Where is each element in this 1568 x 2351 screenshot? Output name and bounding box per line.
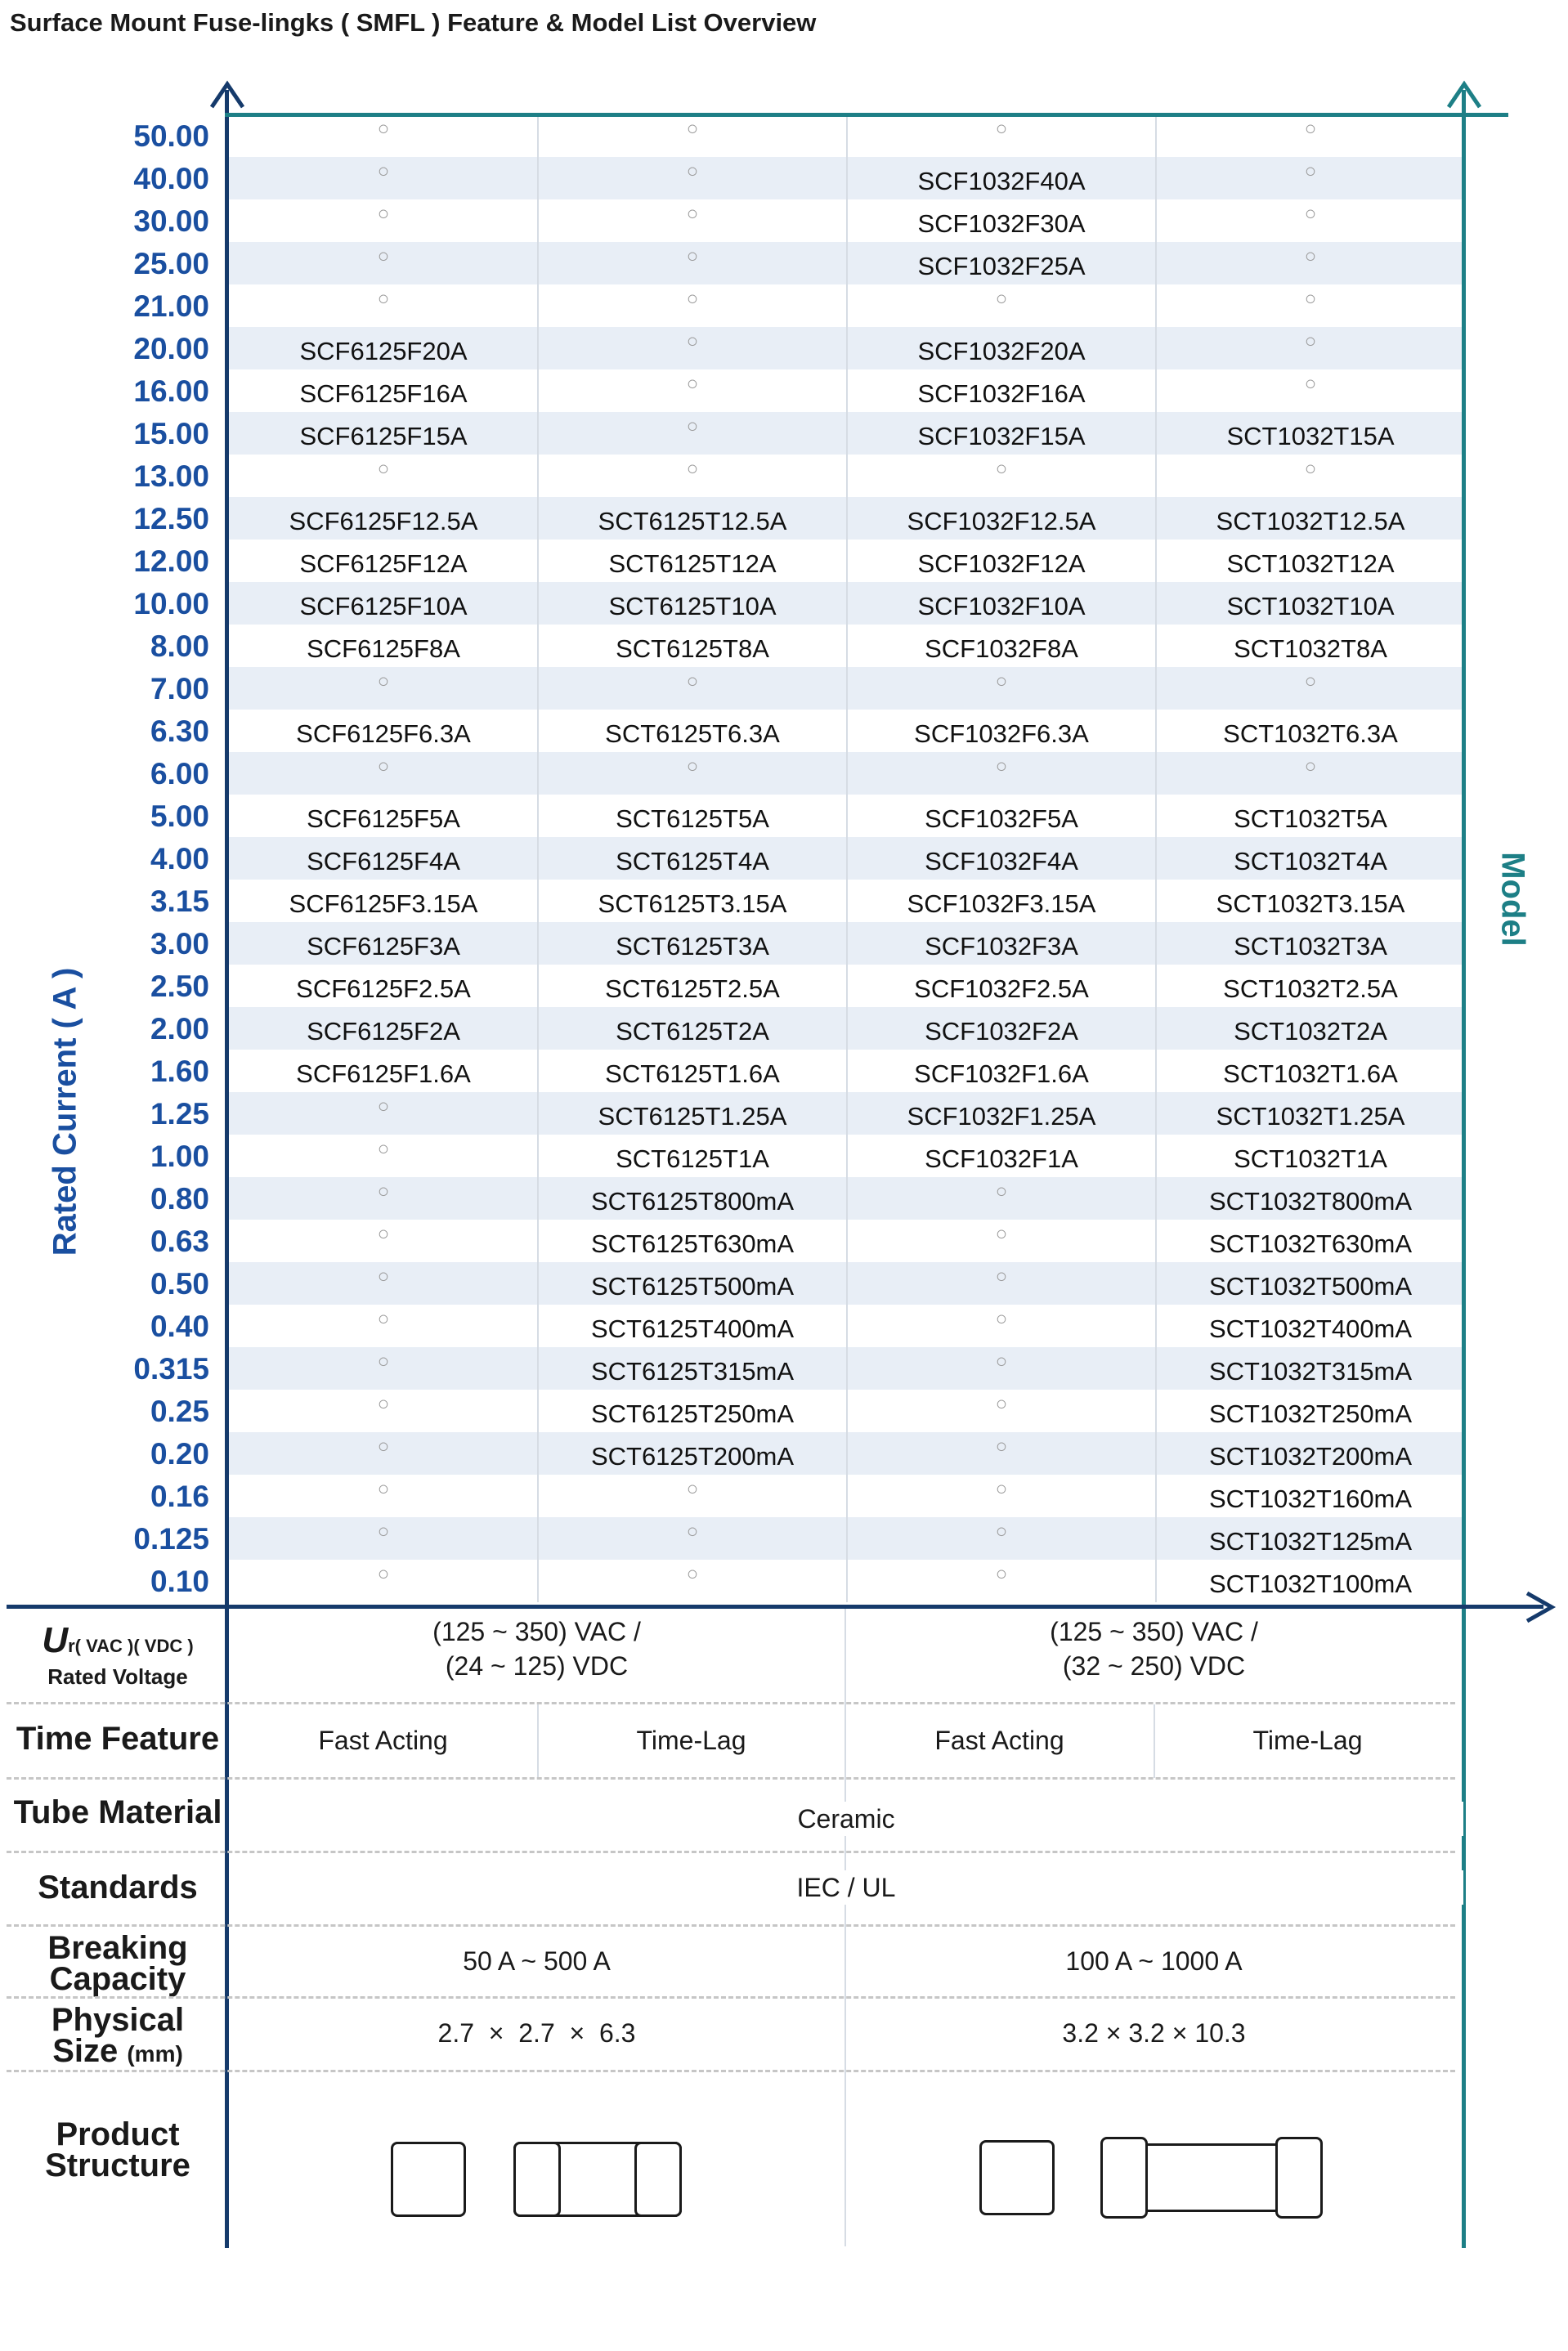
model-cell: SCT1032T2.5A	[1223, 974, 1398, 1003]
empty-mark-icon: ○	[377, 755, 390, 777]
current-label: 2.00	[150, 1012, 209, 1046]
divider	[7, 1777, 1455, 1780]
current-label: 3.15	[150, 884, 209, 918]
current-label: 15.00	[133, 417, 209, 450]
empty-mark-icon: ○	[995, 118, 1008, 140]
empty-mark-icon: ○	[377, 1308, 390, 1330]
empty-mark-icon: ○	[686, 1478, 699, 1500]
divider	[7, 2070, 1455, 2072]
product-structure-label: Product Structure	[45, 2116, 190, 2183]
empty-mark-icon: ○	[1304, 458, 1317, 480]
model-cell: SCF1032F1.25A	[907, 1102, 1096, 1131]
model-cell: SCT6125T500mA	[590, 1272, 795, 1301]
current-label: 0.10	[150, 1565, 209, 1598]
empty-mark-icon: ○	[686, 203, 699, 225]
standards-label: Standards	[38, 1870, 198, 1905]
empty-mark-icon: ○	[995, 1265, 1008, 1287]
model-cell: SCT1032T5A	[1234, 804, 1387, 833]
model-cell: SCT6125T1.6A	[605, 1059, 780, 1088]
model-cell: SCF6125F8A	[307, 634, 460, 663]
empty-mark-icon: ○	[1304, 670, 1317, 692]
empty-mark-icon: ○	[377, 1095, 390, 1117]
empty-mark-icon: ○	[1304, 373, 1317, 395]
model-cell: SCF1032F2A	[925, 1017, 1078, 1046]
current-label: 0.63	[150, 1225, 209, 1258]
empty-mark-icon: ○	[1304, 118, 1317, 140]
y-axis-arrow-icon	[208, 78, 246, 110]
x-axis-label: Model	[1494, 852, 1531, 947]
current-label: 2.50	[150, 970, 209, 1003]
model-cell: SCF1032F3A	[925, 932, 1078, 961]
current-label: 12.50	[133, 502, 209, 535]
standards-value: IEC / UL	[229, 1870, 1463, 1905]
physical-size-left: 2.7 × 2.7 × 6.3	[437, 2018, 636, 2048]
empty-mark-icon: ○	[377, 1350, 390, 1373]
model-cell: SCF6125F20A	[299, 337, 468, 365]
model-cell: SCF1032F10A	[917, 592, 1086, 620]
model-cell: SCF1032F4A	[925, 847, 1078, 875]
model-cell: SCF1032F25A	[917, 252, 1086, 280]
empty-mark-icon: ○	[686, 1563, 699, 1585]
current-label: 6.30	[150, 714, 209, 748]
current-label: 7.00	[150, 672, 209, 705]
empty-mark-icon: ○	[686, 670, 699, 692]
model-cell: SCF1032F2.5A	[914, 974, 1089, 1003]
model-cell: SCT1032T2A	[1234, 1017, 1387, 1046]
empty-mark-icon: ○	[995, 1350, 1008, 1373]
empty-mark-icon: ○	[995, 1520, 1008, 1543]
current-label: 50.00	[133, 119, 209, 153]
empty-mark-icon: ○	[995, 1308, 1008, 1330]
empty-mark-icon: ○	[686, 245, 699, 267]
model-cell: SCF6125F12.5A	[289, 507, 478, 535]
model-cell: SCT1032T3A	[1234, 932, 1387, 961]
current-label: 40.00	[133, 162, 209, 195]
empty-mark-icon: ○	[995, 1223, 1008, 1245]
empty-mark-icon: ○	[377, 1478, 390, 1500]
model-cell: SCT1032T800mA	[1208, 1187, 1413, 1216]
model-cell: SCT6125T2A	[616, 1017, 769, 1046]
empty-mark-icon: ○	[1304, 288, 1317, 310]
fuse-6125-end-view-icon	[391, 2142, 466, 2217]
model-cell: SCF6125F3A	[307, 932, 460, 961]
model-axis-arrow-icon	[1445, 78, 1483, 110]
model-cell: SCT6125T10A	[608, 592, 777, 620]
model-cell: SCT6125T8A	[616, 634, 769, 663]
divider	[7, 1924, 1455, 1927]
breaking-capacity-right: 100 A ~ 1000 A	[1065, 1946, 1243, 1976]
empty-mark-icon: ○	[377, 1393, 390, 1415]
model-cell: SCF6125F2.5A	[296, 974, 471, 1003]
model-cell: SCT6125T12A	[608, 549, 777, 578]
model-cell: SCT1032T12A	[1226, 549, 1395, 578]
empty-mark-icon: ○	[1304, 203, 1317, 225]
empty-mark-icon: ○	[686, 288, 699, 310]
model-cell: SCF1032F20A	[917, 337, 1086, 365]
empty-mark-icon: ○	[1304, 160, 1317, 182]
model-cell: SCT6125T630mA	[590, 1229, 795, 1258]
empty-mark-icon: ○	[377, 245, 390, 267]
current-label: 8.00	[150, 629, 209, 663]
model-cell: SCF1032F12A	[917, 549, 1086, 578]
empty-mark-icon: ○	[686, 118, 699, 140]
tube-material-label: Tube Material	[13, 1794, 222, 1830]
time-feature-2: Fast Acting	[934, 1726, 1064, 1755]
model-cell: SCF1032F3.15A	[907, 889, 1096, 918]
empty-mark-icon: ○	[1304, 245, 1317, 267]
model-cell: SCT6125T400mA	[590, 1314, 795, 1343]
empty-mark-icon: ○	[377, 1265, 390, 1287]
model-cell: SCT1032T4A	[1234, 847, 1387, 875]
empty-mark-icon: ○	[1304, 755, 1317, 777]
model-cell: SCT1032T10A	[1226, 592, 1395, 620]
x-axis-right-line	[1462, 90, 1466, 2248]
model-cell: SCT6125T3.15A	[598, 889, 787, 918]
feature-center-divider	[844, 1609, 846, 2246]
model-cell: SCF6125F2A	[307, 1017, 460, 1046]
current-label: 30.00	[133, 204, 209, 238]
model-cell: SCT1032T315mA	[1208, 1357, 1413, 1386]
fuse-1032-side-view-icon	[1100, 2137, 1323, 2219]
empty-mark-icon: ○	[995, 1563, 1008, 1585]
model-cell: SCF1032F15A	[917, 422, 1086, 450]
empty-mark-icon: ○	[686, 160, 699, 182]
divider	[7, 1996, 1455, 1999]
current-label: 0.40	[150, 1310, 209, 1343]
model-cell: SCT1032T1A	[1234, 1144, 1387, 1173]
x-axis-arrow-icon	[1522, 1590, 1558, 1624]
empty-mark-icon: ○	[377, 118, 390, 140]
empty-mark-icon: ○	[377, 1138, 390, 1160]
model-cell: SCF6125F3.15A	[289, 889, 478, 918]
model-cell: SCF6125F1.6A	[296, 1059, 471, 1088]
empty-mark-icon: ○	[1304, 330, 1317, 352]
current-label: 1.25	[150, 1097, 209, 1131]
model-cell: SCF1032F8A	[925, 634, 1078, 663]
time-feature-0: Fast Acting	[318, 1726, 448, 1755]
model-cell: SCF6125F5A	[307, 804, 460, 833]
model-cell: SCT1032T160mA	[1208, 1484, 1413, 1513]
current-label: 1.60	[150, 1055, 209, 1088]
empty-mark-icon: ○	[995, 755, 1008, 777]
current-label: 5.00	[150, 799, 209, 833]
current-label: 20.00	[133, 332, 209, 365]
current-label: 0.80	[150, 1182, 209, 1216]
empty-mark-icon: ○	[995, 1393, 1008, 1415]
empty-mark-icon: ○	[377, 1180, 390, 1202]
time-feature-label: Time Feature	[16, 1721, 220, 1757]
empty-mark-icon: ○	[377, 288, 390, 310]
empty-mark-icon: ○	[686, 373, 699, 395]
model-cell: SCT1032T3.15A	[1216, 889, 1405, 918]
model-cell: SCF6125F12A	[299, 549, 468, 578]
model-cell: SCF1032F1.6A	[914, 1059, 1089, 1088]
physical-size-right: 3.2 × 3.2 × 10.3	[1062, 2018, 1246, 2048]
empty-mark-icon: ○	[377, 203, 390, 225]
model-cell: SCF1032F30A	[917, 209, 1086, 238]
empty-mark-icon: ○	[377, 1563, 390, 1585]
empty-mark-icon: ○	[686, 1520, 699, 1543]
model-cell: SCF6125F4A	[307, 847, 460, 875]
rated-voltage-right: (125 ~ 350) VAC / (32 ~ 250) VDC	[1050, 1617, 1258, 1681]
current-label: 0.125	[133, 1522, 209, 1556]
time-feature-3: Time-Lag	[1252, 1726, 1363, 1755]
model-cell: SCT6125T4A	[616, 847, 769, 875]
current-label: 10.00	[133, 587, 209, 620]
current-label: 0.50	[150, 1267, 209, 1301]
divider	[7, 1851, 1455, 1853]
model-axis-top-line	[225, 113, 1508, 117]
model-cell: SCT1032T100mA	[1208, 1570, 1413, 1598]
current-label: 1.00	[150, 1140, 209, 1173]
current-label: 13.00	[133, 459, 209, 493]
empty-mark-icon: ○	[995, 1478, 1008, 1500]
model-cell: SCT6125T800mA	[590, 1187, 795, 1216]
model-cell: SCF6125F10A	[299, 592, 468, 620]
empty-mark-icon: ○	[995, 1435, 1008, 1458]
current-label: 0.20	[150, 1437, 209, 1471]
model-cell: SCF1032F12.5A	[907, 507, 1096, 535]
fuse-6125-side-view-icon	[513, 2142, 682, 2217]
model-cell: SCT1032T6.3A	[1223, 719, 1398, 748]
model-cell: SCT1032T400mA	[1208, 1314, 1413, 1343]
current-label: 0.16	[150, 1480, 209, 1513]
model-cell: SCT1032T15A	[1226, 422, 1395, 450]
empty-mark-icon: ○	[686, 330, 699, 352]
empty-mark-icon: ○	[686, 415, 699, 437]
model-cell: SCT1032T200mA	[1208, 1442, 1413, 1471]
model-cell: SCF1032F5A	[925, 804, 1078, 833]
empty-mark-icon: ○	[377, 160, 390, 182]
rated-voltage-left: (125 ~ 350) VAC / (24 ~ 125) VDC	[432, 1617, 641, 1681]
empty-mark-icon: ○	[686, 755, 699, 777]
model-cell: SCT6125T200mA	[590, 1442, 795, 1471]
empty-mark-icon: ○	[686, 458, 699, 480]
fuse-1032-end-view-icon	[979, 2140, 1055, 2215]
empty-mark-icon: ○	[995, 288, 1008, 310]
y-axis-label: Rated Current ( A )	[47, 967, 83, 1256]
model-cell: SCF1032F6.3A	[914, 719, 1089, 748]
empty-mark-icon: ○	[995, 458, 1008, 480]
current-label: 25.00	[133, 247, 209, 280]
model-cell: SCT1032T250mA	[1208, 1399, 1413, 1428]
current-label: 21.00	[133, 289, 209, 323]
model-cell: SCT6125T5A	[616, 804, 769, 833]
model-cell: SCT6125T6.3A	[605, 719, 780, 748]
current-label: 3.00	[150, 927, 209, 961]
breaking-capacity-left: 50 A ~ 500 A	[463, 1946, 611, 1976]
model-cell: SCT6125T3A	[616, 932, 769, 961]
empty-mark-icon: ○	[995, 1180, 1008, 1202]
current-label: 6.00	[150, 757, 209, 790]
model-cell: SCT6125T250mA	[590, 1399, 795, 1428]
model-cell: SCF6125F15A	[299, 422, 468, 450]
current-label: 12.00	[133, 544, 209, 578]
model-cell: SCF1032F40A	[917, 167, 1086, 195]
tube-material-value: Ceramic	[229, 1802, 1463, 1836]
page-title: Surface Mount Fuse-lingks ( SMFL ) Feature & Model List Overview	[10, 8, 817, 37]
current-label: 4.00	[150, 842, 209, 875]
model-cell: SCT6125T2.5A	[605, 974, 780, 1003]
current-label: 16.00	[133, 374, 209, 408]
model-cell: SCF1032F1A	[925, 1144, 1078, 1173]
model-cell: SCT1032T8A	[1234, 634, 1387, 663]
divider	[7, 1702, 1455, 1704]
model-cell: SCT6125T315mA	[590, 1357, 795, 1386]
model-cell: SCT1032T1.6A	[1223, 1059, 1398, 1088]
empty-mark-icon: ○	[377, 1435, 390, 1458]
current-label: 0.315	[133, 1352, 209, 1386]
empty-mark-icon: ○	[377, 458, 390, 480]
empty-mark-icon: ○	[377, 1223, 390, 1245]
model-cell: SCT1032T1.25A	[1216, 1102, 1405, 1131]
model-cell: SCT6125T1.25A	[598, 1102, 787, 1131]
model-cell: SCF6125F6.3A	[296, 719, 471, 748]
empty-mark-icon: ○	[377, 1520, 390, 1543]
x-axis-line	[7, 1605, 1543, 1609]
model-cell: SCT1032T630mA	[1208, 1229, 1413, 1258]
model-cell: SCT1032T500mA	[1208, 1272, 1413, 1301]
current-label: 0.25	[150, 1395, 209, 1428]
model-cell: SCF6125F16A	[299, 379, 468, 408]
physical-size-label: Physical Size (mm)	[51, 2002, 185, 2069]
model-cell: SCT1032T125mA	[1208, 1527, 1413, 1556]
time-feature-1: Time-Lag	[636, 1726, 746, 1755]
empty-mark-icon: ○	[995, 670, 1008, 692]
model-cell: SCT6125T1A	[616, 1144, 769, 1173]
rated-voltage-label: Ur( VAC )( VDC ) Rated Voltage	[42, 1620, 194, 1689]
model-cell: SCT6125T12.5A	[598, 507, 787, 535]
breaking-capacity-label: Breaking Capacity	[47, 1930, 188, 1997]
empty-mark-icon: ○	[377, 670, 390, 692]
model-cell: SCF1032F16A	[917, 379, 1086, 408]
model-cell: SCT1032T12.5A	[1216, 507, 1405, 535]
